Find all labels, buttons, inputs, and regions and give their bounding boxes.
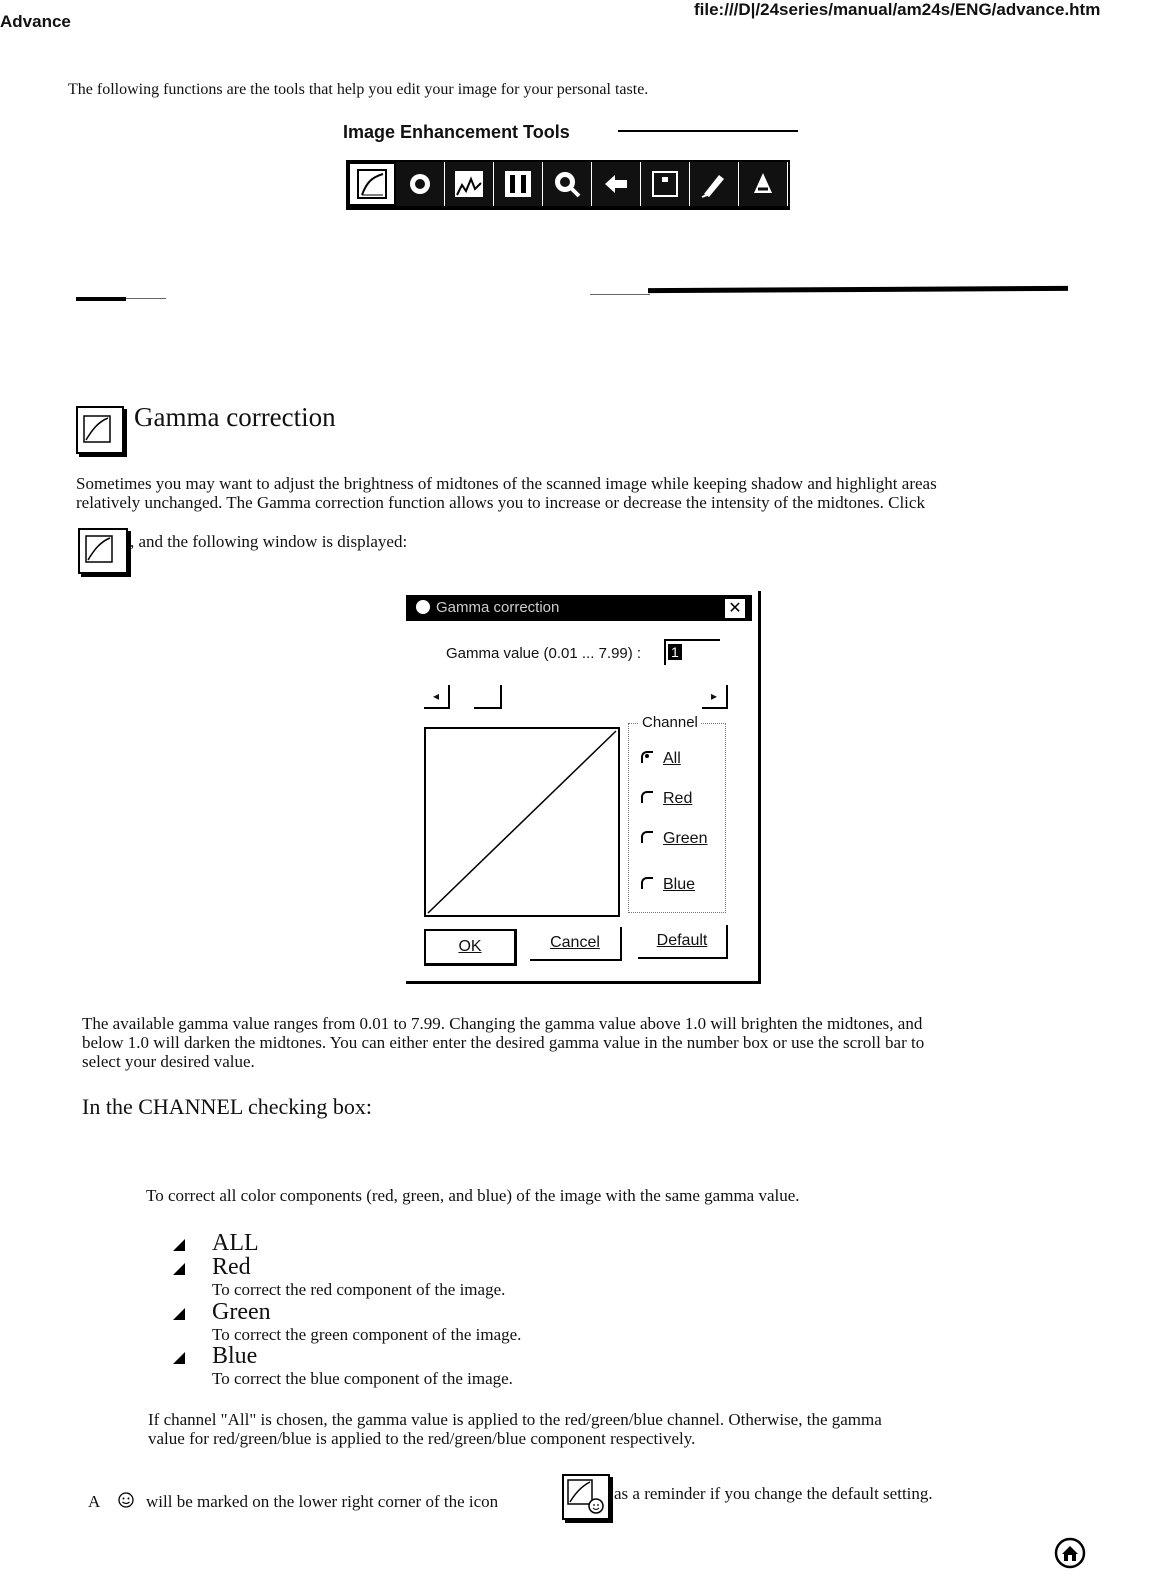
smiley-marker-icon xyxy=(116,1490,136,1510)
radio-all-label: All xyxy=(663,750,681,767)
item-green-label: Green xyxy=(212,1299,271,1325)
dialog-titlebar xyxy=(406,595,752,621)
item-red-desc: To correct the red component of the image. xyxy=(212,1280,506,1299)
ok-button[interactable] xyxy=(424,929,517,966)
gamma-value-input[interactable] xyxy=(664,639,720,665)
item-blue-desc: To correct the blue component of the image. xyxy=(212,1369,513,1388)
separator-right xyxy=(648,286,1068,293)
bullet-icon xyxy=(172,1238,186,1252)
section-title: Gamma correction xyxy=(134,402,336,432)
item-green-desc: To correct the green component of the image. xyxy=(212,1325,522,1344)
item-all-label: ALL xyxy=(212,1230,259,1256)
radio-red[interactable] xyxy=(641,790,692,808)
zoom-tool-icon[interactable] xyxy=(543,162,592,206)
default-button[interactable] xyxy=(638,925,728,959)
home-icon[interactable] xyxy=(1054,1537,1086,1569)
gamma-correction-icon xyxy=(76,406,124,454)
pen-tool-icon[interactable] xyxy=(690,162,739,206)
radio-green[interactable] xyxy=(641,830,707,848)
bullet-icon xyxy=(172,1262,186,1276)
item-blue-label: Blue xyxy=(212,1343,258,1369)
radio-red-label: Red xyxy=(663,790,693,807)
channel-heading: In the CHANNEL checking box: xyxy=(82,1094,373,1119)
channel-group-label: Channel xyxy=(639,714,701,731)
gamma-value-label: Gamma value (0.01 ... 7.99) : xyxy=(446,645,642,662)
cancel-button-label: Cancel xyxy=(550,934,600,951)
gamma-tool-icon[interactable] xyxy=(348,162,396,206)
default-button-label: Default xyxy=(656,932,708,949)
radio-blue[interactable] xyxy=(641,876,695,894)
radio-all[interactable] xyxy=(641,750,681,768)
brightness-tool-icon[interactable] xyxy=(396,162,445,206)
scroll-thumb[interactable] xyxy=(474,685,502,709)
header-left: Advance xyxy=(0,12,71,31)
note-line1: If channel "All" is chosen, the gamma value is applied to the red/green/blue channel. Otherwise, the gamma xyxy=(148,1410,882,1429)
after-line1: The available gamma value ranges from 0.01 to 7.99. Changing the gamma value above 1.0 will brighten the midtones, and xyxy=(82,1014,923,1033)
section-desc-line1: Sometimes you may want to adjust the brightness of midtones of the scanned image while keeping shadow and highlight areas xyxy=(76,474,937,493)
gamma-curve-line xyxy=(426,729,618,915)
image-enhancement-toolbar xyxy=(346,160,790,210)
frame-tool-icon[interactable] xyxy=(641,162,690,206)
gamma-value-text: 1 xyxy=(668,644,682,660)
rotate-tool-icon[interactable] xyxy=(739,162,788,206)
gamma-dialog xyxy=(406,591,761,984)
toolbar-title: Image Enhancement Tools xyxy=(343,122,570,142)
section-desc-line2: relatively unchanged. The Gamma correction function allows you to increase or decrease the intensity of the midtones. Click xyxy=(76,493,925,512)
reminder-a: A xyxy=(88,1492,101,1511)
close-icon[interactable]: ✕ xyxy=(724,598,746,619)
dialog-title: Gamma correction xyxy=(436,599,560,616)
gamma-click-icon xyxy=(78,528,128,574)
reminder-c: as a reminder if you change the default setting. xyxy=(614,1484,933,1503)
channel-group xyxy=(628,714,726,913)
reminder-b: will be marked on the lower right corner of the icon xyxy=(146,1492,499,1511)
bullet-icon xyxy=(172,1351,186,1365)
separator-right-head xyxy=(590,294,650,295)
arrow-tool-icon[interactable] xyxy=(592,162,641,206)
gamma-modified-icon xyxy=(562,1474,610,1520)
radio-green-label: Green xyxy=(663,830,708,847)
radio-blue-label: Blue xyxy=(663,876,696,893)
after-line3: select your desired value. xyxy=(82,1052,255,1071)
dialog-app-icon xyxy=(416,600,430,614)
scroll-left-arrow-icon[interactable]: ◂ xyxy=(424,685,450,709)
after-line2: below 1.0 will darken the midtones. You can either enter the desired gamma value in the number box or use the scroll bar to xyxy=(82,1033,925,1052)
gamma-curve-graph xyxy=(424,727,620,917)
bullet-icon xyxy=(172,1307,186,1321)
header-url: file:///D|/24series/manual/am24s/ENG/advance.htm xyxy=(694,0,1101,19)
toolbar-title-rule xyxy=(618,130,798,132)
ok-button-label: OK xyxy=(458,938,482,955)
histogram-tool-icon[interactable] xyxy=(445,162,494,206)
separator-left-tail xyxy=(126,298,166,299)
cancel-button[interactable] xyxy=(530,927,622,961)
note-line2: value for red/green/blue is applied to the red/green/blue component respectively. xyxy=(148,1429,696,1448)
section-desc-line3: , and the following window is displayed: xyxy=(130,532,408,551)
color-balance-tool-icon[interactable] xyxy=(494,162,543,206)
all-description: To correct all color components (red, green, and blue) of the image with the same gamma value. xyxy=(146,1186,800,1205)
item-red-label: Red xyxy=(212,1254,251,1280)
intro-text: The following functions are the tools that help you edit your image for your personal taste. xyxy=(68,81,649,98)
separator-left xyxy=(76,297,126,301)
scroll-right-arrow-icon[interactable]: ▸ xyxy=(702,685,728,709)
